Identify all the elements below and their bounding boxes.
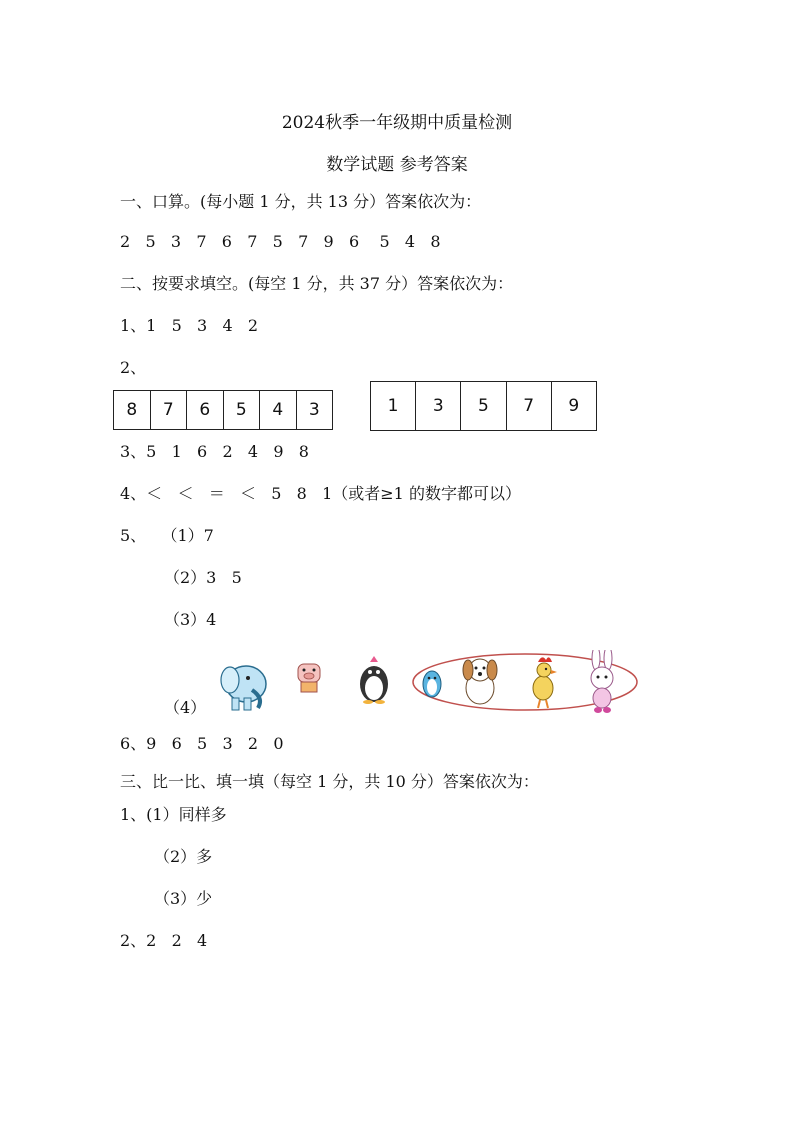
number-box: 5 <box>223 390 260 430</box>
section2-q6: 6、9 6 5 3 2 0 <box>120 734 284 753</box>
number-box: 6 <box>186 390 223 430</box>
section2-q5-part4: （4） <box>164 698 207 717</box>
section2-q1: 1、1 5 3 4 2 <box>120 316 259 335</box>
number-box: 7 <box>506 381 551 431</box>
small-penguin-icon <box>423 671 441 697</box>
document-title: 2024秋季一年级期中质量检测 <box>281 113 513 133</box>
number-box: 9 <box>551 381 597 431</box>
section1-heading: 一、口算。(每小题 1 分，共 13 分）答案依次为： <box>120 192 482 211</box>
number-box-row-odd <box>370 381 597 431</box>
number-box: 1 <box>370 381 415 431</box>
section2-q4: 4、＜ ＜ ＝ ＜ 5 8 1（或者≥1 的数字都可以） <box>120 484 521 503</box>
number-box: 3 <box>296 390 334 430</box>
section3-q1-part3: （3）少 <box>154 889 213 908</box>
dog-icon <box>463 659 497 704</box>
section3-q1-part2: （2）多 <box>154 847 213 866</box>
section3-heading: 三、比一比、填一填（每空 1 分，共 10 分）答案依次为： <box>120 772 539 791</box>
number-box-row-descending <box>113 390 333 430</box>
rabbit-icon <box>591 650 613 713</box>
section3-q2: 2、2 2 4 <box>120 931 208 950</box>
elephant-icon <box>221 666 266 710</box>
animal-row-illustration <box>218 650 638 720</box>
section2-q3: 3、5 1 6 2 4 9 8 <box>120 442 309 461</box>
section2-q5-part2: （2）3 5 <box>164 568 242 587</box>
document-subtitle: 数学试题 参考答案 <box>326 155 468 175</box>
section2-q2: 2、 <box>120 358 147 377</box>
pig-icon <box>298 664 320 692</box>
section1-answers: 2 5 3 7 6 7 5 7 9 6 5 4 8 <box>120 232 441 251</box>
section2-heading: 二、按要求填空。(每空 1 分，共 37 分）答案依次为： <box>120 274 514 293</box>
number-box: 5 <box>460 381 505 431</box>
section3-q1: 1、(1）同样多 <box>120 805 227 824</box>
rooster-icon <box>533 657 557 708</box>
number-box: 8 <box>113 390 150 430</box>
section2-q5: 5、 （1）7 <box>120 526 214 545</box>
number-box: 4 <box>259 390 296 430</box>
number-box: 7 <box>150 390 187 430</box>
number-box: 3 <box>415 381 460 431</box>
penguin-icon <box>360 656 388 704</box>
section2-q5-part3: （3）4 <box>164 610 217 629</box>
